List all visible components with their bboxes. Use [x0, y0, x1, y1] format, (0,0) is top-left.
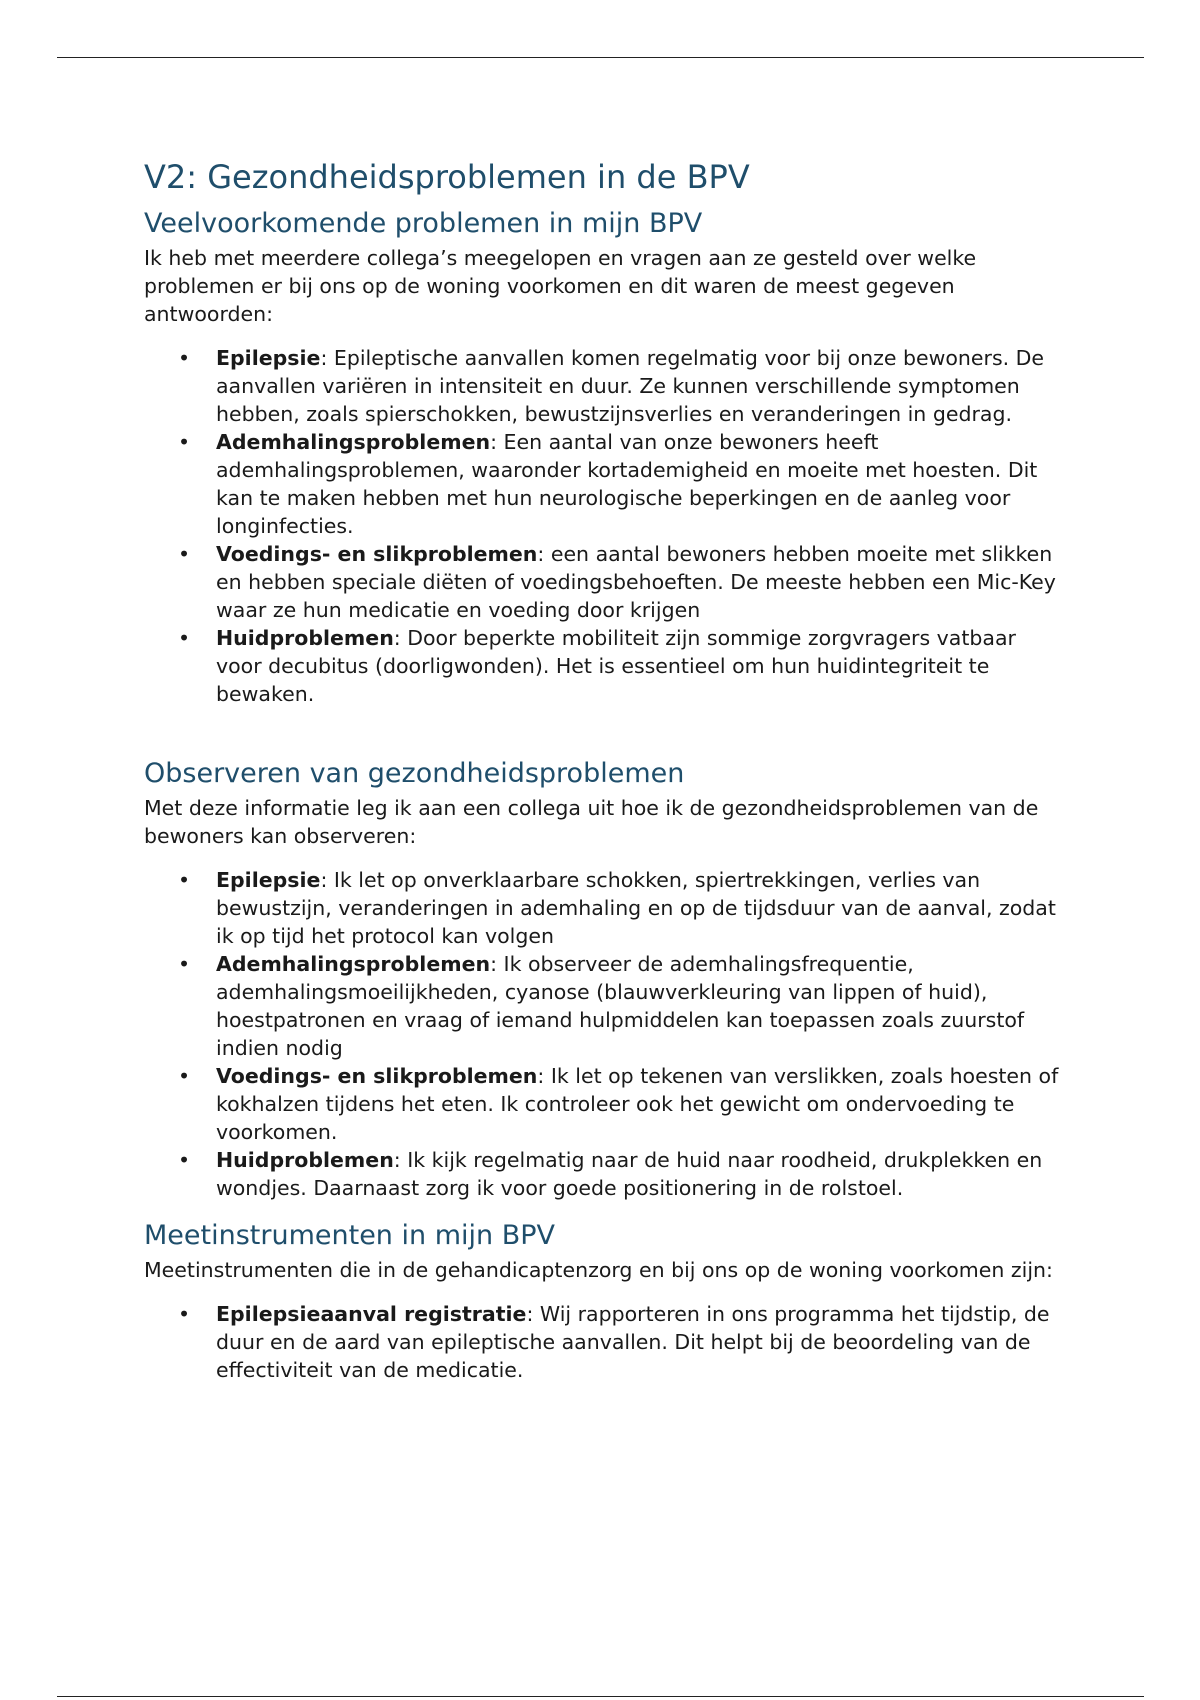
list-item	[144, 950, 1064, 1062]
list-item-term: Huidproblemen	[216, 1148, 394, 1172]
bullet-icon: •	[178, 952, 191, 976]
list-item-text: : Een aantal van onze bewoners heeft ademhalingsproblemen, waaronder kortademigheid en moeite met hoesten. Dit kan te maken hebben met hun neurologische beperkingen en de aanleg voor longinfecties.	[216, 430, 1038, 538]
list-item-term: Epilepsie	[216, 868, 321, 892]
instruments-list	[144, 1300, 1064, 1384]
bullet-icon: •	[178, 1064, 191, 1088]
list-item-term: Epilepsie	[216, 346, 321, 370]
header-rule	[57, 57, 1144, 58]
list-item-term: Huidproblemen	[216, 626, 394, 650]
observing-list	[144, 866, 1064, 1202]
list-item	[144, 1300, 1064, 1384]
document-title: V2: Gezondheidsproblemen in de BPV	[144, 158, 750, 196]
footer-rule	[57, 1696, 1144, 1697]
list-item-term: Ademhalingsproblemen	[216, 952, 491, 976]
list-item-term: Ademhalingsproblemen	[216, 430, 491, 454]
section-heading-observing: Observeren van gezondheidsproblemen	[144, 758, 685, 789]
bullet-icon: •	[178, 626, 191, 650]
list-item	[144, 344, 1064, 428]
list-item	[144, 866, 1064, 950]
bullet-icon: •	[178, 542, 191, 566]
list-item-text: : Wij rapporteren in ons programma het tijdstip, de duur en de aard van epileptische aanvallen. Dit helpt bij de beoordeling van de effectiviteit van de medicatie.	[216, 1302, 1050, 1382]
list-item-term: Voedings- en slikproblemen	[216, 1064, 538, 1088]
bullet-icon: •	[178, 346, 191, 370]
list-item-term: Voedings- en slikproblemen	[216, 542, 538, 566]
list-item	[144, 1146, 1064, 1202]
document-body	[144, 152, 1064, 1384]
list-item-text: : Door beperkte mobiliteit zijn sommige zorgvragers vatbaar voor decubitus (doorligwonden). Het is essentieel om hun huidintegriteit te bewaken.	[216, 626, 1016, 706]
bullet-icon: •	[178, 1302, 191, 1326]
bullet-icon: •	[178, 1148, 191, 1172]
bullet-icon: •	[178, 430, 191, 454]
list-item-text: : Ik kijk regelmatig naar de huid naar roodheid, drukplekken en wondjes. Daarnaast zorg ik voor goede positionering in de rolstoel.	[216, 1148, 1043, 1200]
list-item-text: : Epileptische aanvallen komen regelmatig voor bij onze bewoners. De aanvallen variëren in intensiteit en duur. Ze kunnen verschillende symptomen hebben, zoals spierschokken, bewustzijnsverlies en veranderingen in gedrag.	[216, 346, 1045, 426]
list-item	[144, 428, 1064, 540]
section-heading-instruments: Meetinstrumenten in mijn BPV	[144, 1220, 555, 1251]
list-item-text: : Ik observeer de ademhalingsfrequentie, ademhalingsmoeilijkheden, cyanose (blauwverkleuring van lippen of huid), hoestpatronen en vraag of iemand hulpmiddelen kan toepassen zoals zuurstof indien nodig	[216, 952, 1025, 1060]
section-intro-instruments: Meetinstrumenten die in de gehandicaptenzorg en bij ons op de woning voorkomen zijn:	[144, 1258, 1053, 1282]
list-item-term: Epilepsieaanval registratie	[216, 1302, 527, 1326]
bullet-icon: •	[178, 868, 191, 892]
list-item-text: : Ik let op tekenen van verslikken, zoals hoesten of kokhalzen tijdens het eten. Ik controleer ook het gewicht om ondervoeding te voorkomen.	[216, 1064, 1059, 1144]
list-item	[144, 1062, 1064, 1146]
problems-list	[144, 344, 1064, 708]
list-item	[144, 624, 1064, 708]
section-heading-problems: Veelvoorkomende problemen in mijn BPV	[144, 208, 703, 239]
list-item-text: : Ik let op onverklaarbare schokken, spiertrekkingen, verlies van bewustzijn, veranderingen in ademhaling en op de tijdsduur van de aanval, zodat ik op tijd het protocol kan volgen	[216, 868, 1056, 948]
section-intro-problems: Ik heb met meerdere collega’s meegelopen en vragen aan ze gesteld over welke problemen er bij ons op de woning voorkomen en dit waren de meest gegeven antwoorden:	[144, 246, 977, 326]
list-item-text: : een aantal bewoners hebben moeite met slikken en hebben speciale diëten of voedingsbehoeften. De meeste hebben een Mic-Key waar ze hun medicatie en voeding door krijgen	[216, 542, 1056, 622]
list-item	[144, 540, 1064, 624]
section-intro-observing: Met deze informatie leg ik aan een collega uit hoe ik de gezondheidsproblemen van de bewoners kan observeren:	[144, 796, 1039, 848]
